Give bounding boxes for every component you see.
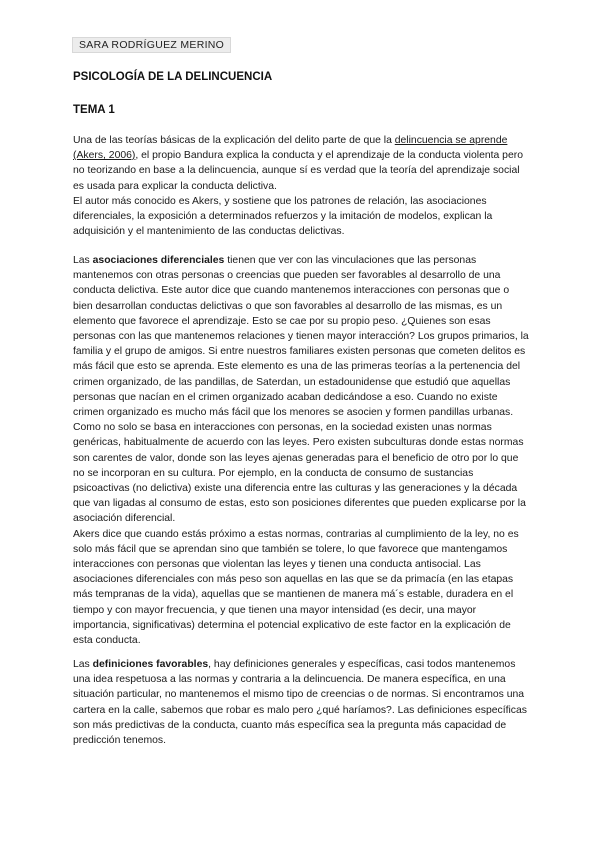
paragraph-intro-text: Una de las teorías básicas de la explicación del delito parte de que la <box>73 135 395 146</box>
paragraph-asociaciones <box>73 253 529 648</box>
paragraph-asociaciones-text: tienen que ver con las vinculaciones que las personas mantenemos con otras personas o creencias que pueden ser favorables al desarrollo de una conducta delictiva. Este autor dice que cuando mantenemos interacciones con personas que o bien desarrollan conductas delictivas o que son favorables al desarrollo de las mismas, es un elemento que favorece el aprendizaje. Esto se cae por su propio peso. ¿Quienes son esas personas con las que mantenemos relaciones y tienen mayor interacción? Los grupos primarios, la familia y el grupo de amigos. Si entre nuestros familiares existen personas que cometen delitos es más fácil que esto se aprenda. Este elemento es una de las primeras teorías a la pertenencia del crimen organizado, de las pandillas, de Saterdan, un estadounidense que estudió que aquellas personas que nacían en el crimen organizado acaban dedicándose a eso. Cuando no existe crimen organizado es mucho más fácil que los menores se asocien y formen pandillas urbanas. Como no solo se basa en interacciones con personas, en la sociedad existen unas normas genéricas, habitualmente de acuerdo con las leyes. Pero existen subculturas donde estas normas son carentes de valor, donde son las leyes ajenas generadas para el beneficio de otro por lo que no se incorporan en su cultura. Por ejemplo, en la conducta de consumo de sustancias psicoactivas (no delictiva) existe una diferencia entre las culturas y las generaciones y la década que van ligadas al consumo de estas, esto son posiciones diferentes que pueden explicarse por la asociación diferencial. <box>73 255 529 525</box>
citation-link[interactable]: delincuencia se aprende (Akers, 2006) <box>73 135 508 162</box>
paragraph-akers-normas: Akers dice que cuando estás próximo a estas normas, contrarias al cumplimiento de la ley, no es solo más fácil que se aprendan sino que también se tolere, lo que favorece que mantengamos interacciones con personas que violentan las leyes y tienen una conducta antisocial. Las asociaciones diferenciales con más peso son aquellas en las que se da primacía (en las etapas más tempranas de la vida), aquellas que se mantienen de manera má´s estable, duradera en el tiempo y con mayor frecuencia, y que tienen una mayor intensidad (es decir, una mayor importancia, significativas) determina el potencial explicativo de este factor en la explicación de esta conducta. <box>73 528 519 647</box>
paragraph-definiciones-prefix: Las <box>73 659 93 670</box>
document-title: PSICOLOGÍA DE LA DELINCUENCIA <box>73 71 273 83</box>
paragraph-intro <box>73 133 529 239</box>
term-asociaciones-diferenciales: asociaciones diferenciales <box>92 255 225 266</box>
paragraph-akers: El autor más conocido es Akers, y sostiene que los patrones de relación, las asociaciones diferenciales, la exposición a determinados refuerzos y la imitación de modelos, explican la adquisición y el mantenimiento de las conductas delictivas. <box>73 195 493 238</box>
document-subtitle: TEMA 1 <box>73 104 115 116</box>
paragraph-asociaciones-prefix: Las <box>73 255 93 266</box>
author-tag: SARA RODRÍGUEZ MERINO <box>72 37 231 53</box>
paragraph-definiciones-text: , hay definiciones generales y específicas, casi todos mantenemos una idea respetuosa a las normas y contraria a la delincuencia. De manera específica, en una situación particular, no mantenemos el mismo tipo de creencias o de normas. Si encontramos una cartera en la calle, sabemos que robar es malo pero ¿qué haríamos?. Las definiciones específicas son más predictivas de la conducta, cuanto más específica sea la pregunta más capacidad de predicción tenemos. <box>73 659 527 747</box>
paragraph-definiciones <box>73 657 529 748</box>
term-definiciones-favorables: definiciones favorables <box>92 659 209 670</box>
paragraph-intro-rest: , el propio Bandura explica la conducta y el aprendizaje de la conducta violenta pero no teorizando en base a la delincuencia, aunque sí es verdad que la teoría del aprendizaje social es usada para explicar la conducta delictiva. <box>73 150 523 192</box>
